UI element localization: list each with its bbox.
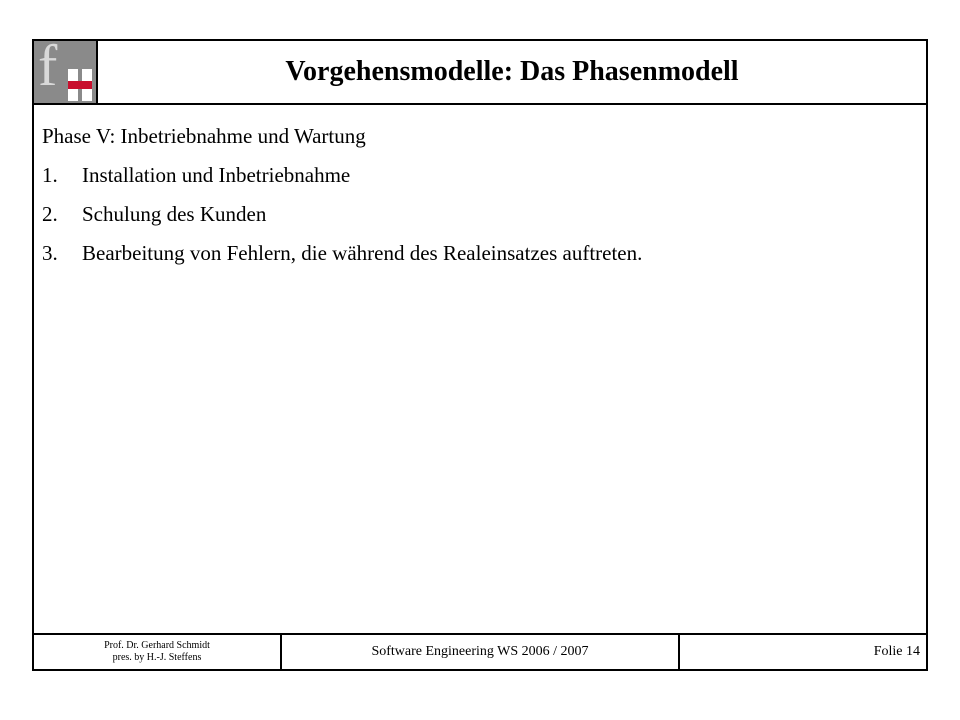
list-item-number: 2. bbox=[42, 202, 58, 226]
phase-heading: Phase V: Inbetriebnahme und Wartung bbox=[42, 124, 366, 148]
list-item-text: Installation und Inbetriebnahme bbox=[82, 163, 351, 187]
slide-content bbox=[42, 117, 918, 273]
footer-presenter: pres. by H.-J. Steffens bbox=[112, 652, 202, 663]
list-item-number: 1. bbox=[42, 163, 58, 187]
list-item-number: 3. bbox=[42, 241, 58, 265]
slide-footer bbox=[34, 633, 926, 669]
list-item-text: Bearbeitung von Fehlern, die während des Realeinsatzes auftreten. bbox=[82, 241, 643, 265]
logo-h-crossbar bbox=[68, 81, 92, 89]
footer-page-number: Folie 14 bbox=[873, 644, 920, 659]
slide-header bbox=[34, 41, 926, 105]
fh-logo bbox=[34, 41, 98, 103]
logo-f-glyph: f bbox=[38, 41, 58, 98]
footer-author-name: Prof. Dr. Gerhard Schmidt bbox=[104, 640, 210, 651]
footer-author bbox=[34, 635, 282, 669]
list-item bbox=[42, 195, 918, 234]
list-item-text: Schulung des Kunden bbox=[82, 202, 267, 226]
footer-course: Software Engineering WS 2006 / 2007 bbox=[282, 635, 680, 669]
slide-frame bbox=[32, 39, 928, 671]
list-item bbox=[42, 234, 918, 273]
slide-title: Vorgehensmodelle: Das Phasenmodell bbox=[285, 56, 739, 87]
list-item bbox=[42, 156, 918, 195]
